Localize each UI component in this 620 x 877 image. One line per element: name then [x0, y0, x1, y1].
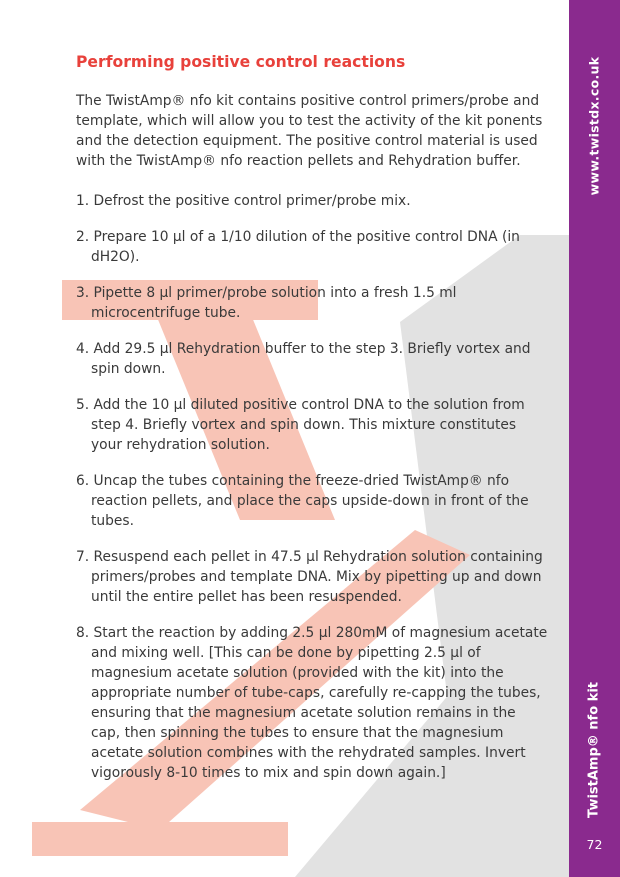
sidebar: [569, 0, 620, 877]
step-item: 3. Pipette 8 µl primer/probe solution into a fresh 1.5 ml microcentrifuge tube.: [76, 285, 457, 321]
step-item: 1. Defrost the positive control primer/probe mix.: [76, 193, 411, 209]
step-item: 4. Add 29.5 µl Rehydration buffer to the step 3. Briefly vortex and spin down.: [76, 341, 531, 377]
watermark-salmon-base-bar: [32, 822, 288, 856]
steps-list: [76, 191, 548, 783]
sidebar-url: www.twistdx.co.uk: [586, 56, 602, 196]
step-item: 8. Start the reaction by adding 2.5 µl 280mM of magnesium acetate and mixing well. [This can be done by pipetting 2.5 µl of magnesium acetate solution (provided with the kit) into the appropriate number of tube-caps, carefully re-capping the tubes, ensuring that the magnesium acetate solution remains in the cap, then spinning the tubes to ensure that the magnesium acetate solution combines with the rehydrated samples. Invert vigorously 8-10 times to mix and spin down again.]: [76, 625, 548, 781]
step-item: 2. Prepare 10 µl of a 1/10 dilution of the positive control DNA (in dH2O).: [76, 229, 520, 265]
step-item: 6. Uncap the tubes containing the freeze-dried TwistAmp® nfo reaction pellets, and place the caps upside-down in front of the tubes.: [76, 473, 529, 529]
step-item: 7. Resuspend each pellet in 47.5 µl Rehydration solution containing primers/probes and template DNA. Mix by pipetting up and down until the entire pellet has been resuspended.: [76, 549, 543, 605]
page-title: Performing positive control reactions: [76, 53, 406, 71]
step-item: 5. Add the 10 µl diluted positive control DNA to the solution from step 4. Briefly vortex and spin down. This mixture constitutes your rehydration solution.: [76, 397, 525, 453]
intro-paragraph: The TwistAmp® nfo kit contains positive control primers/probe and template, which will allow you to test the activity of the kit ponents and the detection equipment. The positive control material is used with the TwistAmp® nfo reaction pellets and Rehydration buffer.: [76, 93, 543, 169]
main-content: [76, 53, 548, 799]
page-number: 72: [586, 837, 603, 852]
sidebar-title: TwistAmp® nfo kit: [586, 682, 602, 818]
